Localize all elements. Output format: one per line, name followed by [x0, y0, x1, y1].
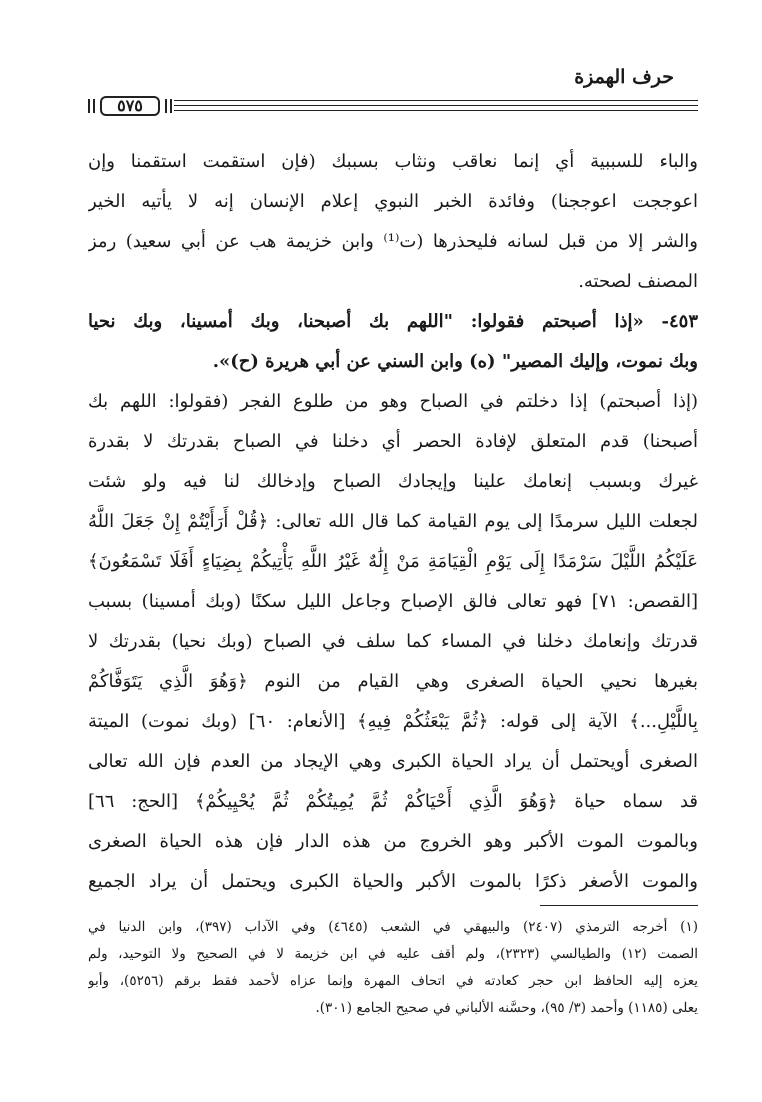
rule-line: [174, 110, 698, 111]
rule-bar: [170, 99, 172, 113]
hadith-line: وبك نموت، وإليك المصير" (ه) وابن السني عن أبي هريرة (ح)».: [212, 351, 698, 372]
text-line: لجعلت الليل سرمدًا إلى يوم القيامة كما قال الله تعالى: ﴿قُلْ أَرَأَيْتُمْ إِنْ جَعَلَ اللَّهُ: [88, 511, 698, 532]
text-line: الصغرى أويحتمل أن يراد الحياة الكبرى وهي الإيجاد من العدم فإن الله تعالى: [88, 751, 698, 772]
footnote-line: يعلى (١١٨٥) وأحمد (٣/ ٩٥)، وحسَّنه الألباني في صحيح الجامع (٣٠١).: [315, 1000, 698, 1016]
rule-line: [174, 100, 698, 101]
footnote-line: يعزه إليه الحافظ ابن حجر كعادته في اتحاف المهرة وإنما عزاه لأحمد فقط برقم (٥٢٥٦)، وأبو: [88, 973, 698, 989]
header-rule: [88, 96, 698, 118]
text-line: قدرتك وإنعامك دخلنا في المساء كما سلف في الصباح (وبك نحيا) بقدرتك لا: [88, 631, 698, 652]
text-line: والباء للسببية أي إنما نعاقب ونثاب بسببك (فإن استقمت استقمنا وإن: [88, 151, 698, 172]
text-line: اعوججت اعوججنا) وفائدة الخبر النبوي إعلام الإنسان إنه لا يأتيه الخير: [88, 191, 698, 212]
rule-bar: [93, 99, 95, 113]
text-line: قد سماه حياة ﴿وَهُوَ الَّذِي أَحْيَاكُمْ ثُمَّ يُمِيتُكُمْ ثُمَّ يُحْيِيكُمْ﴾ [الحج: ٦٦]: [88, 791, 698, 812]
footnotes: [88, 914, 698, 1022]
running-title: حرف الهمزة: [574, 66, 674, 88]
text-line: بِاللَّيْلِ...﴾ الآية إلى قوله: ﴿ثُمَّ يَبْعَثُكُمْ فِيهِ﴾ [الأنعام: ٦٠] (وبك نموت) الميتة: [88, 711, 698, 732]
page-number: ٥٧٥: [100, 96, 160, 116]
text-line: (إذا أصبحتم) إذا دخلتم في الصباح وهو من طلوع الفجر (فقولوا: اللهم بك: [88, 391, 698, 412]
quran-line: عَلَيْكُمُ اللَّيْلَ سَرْمَدًا إِلَى يَوْمِ الْقِيَامَةِ مَنْ إِلَٰهٌ غَيْرُ اللَّهِ يَأْتِيكُمْ بِضِيَاءٍ أَفَلَا تَسْمَعُونَ﴾: [88, 551, 698, 572]
text-line: وبالموت الموت الأكبر وهو الخروج من هذه الدار فإن هذه الحياة الصغرى: [88, 831, 698, 852]
text-line: غيرك وبسبب إنعامك علينا وإيجادك الصباح وإدخالك لنا فيه ولو شئت: [88, 471, 698, 492]
text-line: والشر إلا من قبل لسانه فليحذرها (ت⁽¹⁾ وابن خزيمة هب عن أبي سعيد) رمز: [88, 231, 698, 252]
hadith-line: ٤٥٣- «إذا أصبحتم فقولوا: "اللهم بك أصبحنا، وبك أمسينا، وبك نحيا: [88, 311, 698, 332]
rule-line: [174, 105, 698, 106]
text-line: [القصص: ٧١] فهو تعالى فالق الإصباح وجاعل الليل سكنًا (وبك أمسينا) بسبب: [88, 591, 698, 612]
footnote-line: (١) أخرجه الترمذي (٢٤٠٧) والبيهقي في الشعب (٤٦٤٥) وفي الآداب (٣٩٧)، وابن الدنيا في: [88, 919, 698, 935]
footnote-rule: [540, 905, 698, 906]
text-line: والموت الأصغر ذكرًا بالموت الأكبر والحياة الكبرى ويحتمل أن يراد الجميع: [88, 871, 698, 892]
footnote-line: الصمت (١٢) والطيالسي (٢٣٢٣)، ولم أقف عليه في ابن خزيمة لا في الصحيح ولا التوحيد، ولم: [88, 946, 698, 962]
text-line: أصبحنا) قدم المتعلق لإفادة الحصر أي دخلنا في الصباح بقدرتك لا بقدرة: [88, 431, 698, 452]
main-text: [88, 142, 698, 902]
rule-bar: [165, 99, 167, 113]
rule-bar: [88, 99, 90, 113]
text-line: بغيرها نحيي الحياة الصغرى وهي القيام من النوم ﴿وَهُوَ الَّذِي يَتَوَفَّاكُمْ: [88, 671, 698, 692]
text-line: المصنف لصحته.: [578, 271, 698, 292]
